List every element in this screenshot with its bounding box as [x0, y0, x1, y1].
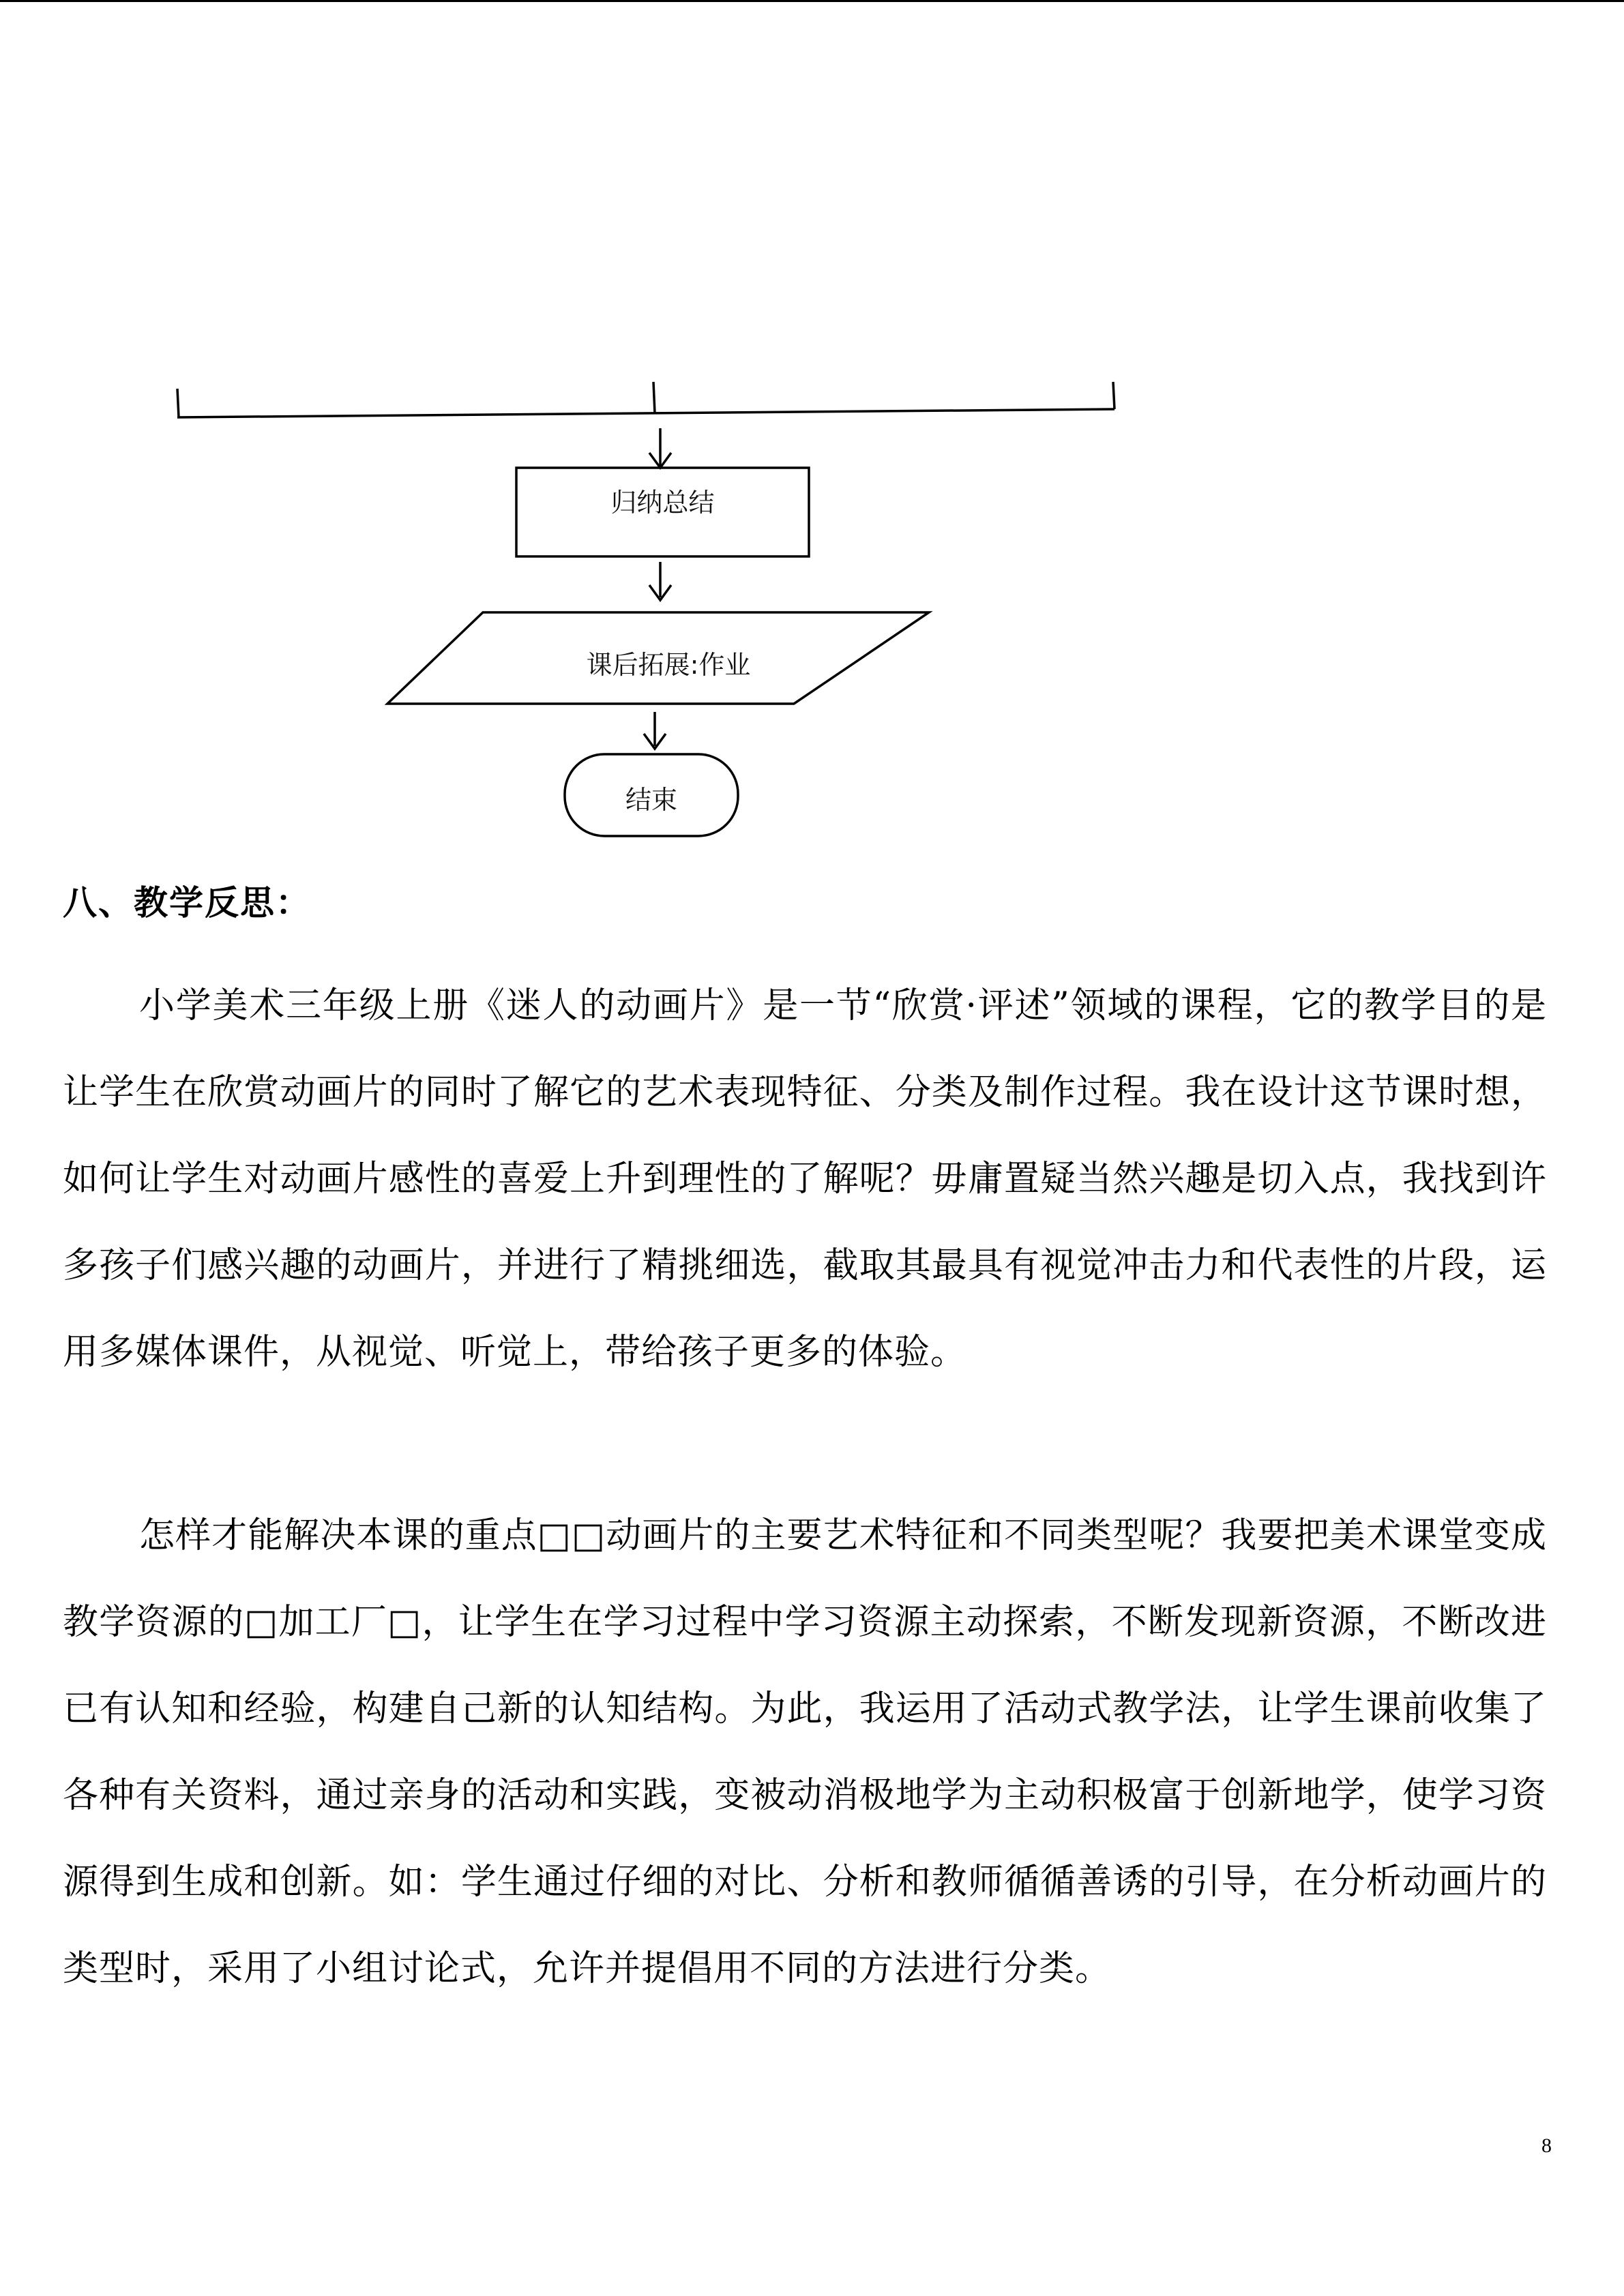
- flow-step-summary: 归纳总结: [610, 488, 715, 518]
- paragraph-2: 怎样才能解决本课的重点□□动画片的主要艺术特征和不同类型呢？我要把美术课堂变成教学资源的□加工厂□，让学生在学习过程中学习资源主动探索，不断发现新资源，不断改进已有认知和经验，构建自己新的认知结构。为此，我运用了活动式教学法，让学生课前收集了各种有关资料，通过亲身的活动和实践，变被动消极地学为主动积极富于创新地学，使学习资源得到生成和创新。如：学生通过仔细的对比、分析和教师循循善诱的引导，在分析动画片的类型时，采用了小组讨论式，允许并提倡用不同的方法进行分类。: [63, 1515, 1547, 1989]
- branch-tick-left: [177, 389, 179, 417]
- flow-step-homework: 课后拓展:作业: [586, 650, 751, 680]
- paragraph-1: 小学美术三年级上册《迷人的动画片》是一节“欣赏·评述”领域的课程，它的教学目的是让学生在欣赏动画片的同时了解它的艺术表现特征、分类及制作过程。我在设计这节课时想，如何让学生对动画片感性的喜爱上升到理性的了解呢？毋庸置疑当然兴趣是切入点，我找到许多孩子们感兴趣的动画片，并进行了精挑细选，截取其最具有视觉冲击力和代表性的片段，运用多媒体课件，从视觉、听觉上，带给孩子更多的体验。: [63, 985, 1547, 1373]
- branch-tick-middle: [653, 382, 655, 413]
- flowchart: [0, 0, 1624, 859]
- section-heading: 八、教学反思：: [63, 883, 311, 923]
- page-number: 8: [1541, 2134, 1552, 2157]
- branch-tick-right: [1113, 382, 1114, 409]
- merge-bar: [177, 409, 1114, 417]
- flow-step-end: 结束: [625, 785, 677, 815]
